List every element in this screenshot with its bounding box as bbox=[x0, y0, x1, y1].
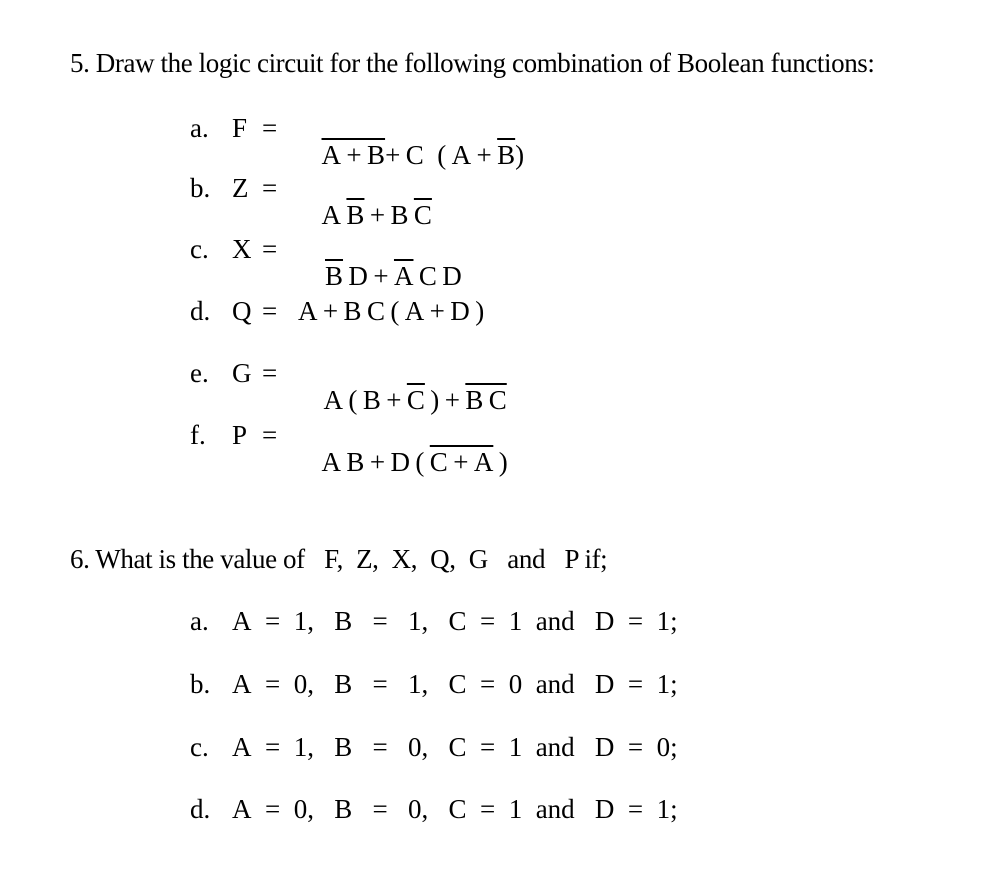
expression-term: ) bbox=[493, 447, 508, 477]
equals-sign: = bbox=[262, 296, 278, 326]
expression-part bbox=[296, 422, 508, 503]
item-label: d. bbox=[190, 794, 211, 824]
complemented-variable: $\overline{B}$ bbox=[325, 261, 344, 291]
complemented-variable: $\overline{C}$ bbox=[406, 385, 425, 415]
complemented-variable: $\overline{A}$ bbox=[393, 261, 414, 291]
expression-term: D + bbox=[343, 261, 394, 291]
item-label: e. bbox=[190, 358, 209, 388]
expression-term: A bbox=[321, 200, 347, 230]
equals-sign: = bbox=[262, 234, 278, 264]
equals-sign: = bbox=[262, 420, 278, 450]
question-6-title: 6. What is the value of F, Z, X, Q, G and P if; bbox=[70, 544, 608, 574]
function-name: F bbox=[232, 113, 248, 143]
variable-assignment: A = 0, B = 0, C = 1 and D = 1; bbox=[232, 794, 678, 824]
expression-term: + C ( A + bbox=[385, 140, 498, 170]
equals-sign: = bbox=[262, 113, 278, 143]
equals-sign: = bbox=[262, 358, 278, 388]
item-label: f. bbox=[190, 420, 206, 450]
overlined-term: C + A bbox=[429, 447, 494, 477]
variable-assignment: A = 1, B = 0, C = 1 and D = 0; bbox=[232, 732, 678, 762]
item-label: c. bbox=[190, 732, 209, 762]
expression-term: A ( B + bbox=[323, 385, 407, 415]
complemented-variable: $\overline{B}$ bbox=[346, 200, 365, 230]
question-5-title: 5. Draw the logic circuit for the following combination of Boolean functions: bbox=[70, 48, 875, 78]
expression-term: ) bbox=[515, 140, 525, 170]
function-name: P bbox=[232, 420, 248, 450]
function-name: Q bbox=[232, 296, 252, 326]
overlined-term: A + B bbox=[321, 140, 386, 170]
expression-part: A + B C ( A + D ) bbox=[298, 296, 485, 326]
item-label: b. bbox=[190, 669, 211, 699]
item-label: b. bbox=[190, 173, 211, 203]
item-label: d. bbox=[190, 296, 211, 326]
complemented-variable: $\overline{B}$ bbox=[497, 140, 516, 170]
overlined-term: B C bbox=[465, 385, 507, 415]
variable-assignment: A = 0, B = 1, C = 0 and D = 1; bbox=[232, 669, 678, 699]
item-label: c. bbox=[190, 234, 209, 264]
expression-term: + B bbox=[364, 200, 414, 230]
variable-assignment: A = 1, B = 1, C = 1 and D = 1; bbox=[232, 606, 678, 636]
expression-term: C D bbox=[413, 261, 462, 291]
function-name: G bbox=[232, 358, 252, 388]
expression-term: A B + D ( bbox=[321, 447, 430, 477]
expression-term: ) + bbox=[424, 385, 466, 415]
item-label: a. bbox=[190, 606, 209, 636]
function-name: Z bbox=[232, 173, 249, 203]
function-name: X bbox=[232, 234, 252, 264]
equals-sign: = bbox=[262, 173, 278, 203]
item-label: a. bbox=[190, 113, 209, 143]
complemented-variable: $\overline{C}$ bbox=[413, 200, 432, 230]
